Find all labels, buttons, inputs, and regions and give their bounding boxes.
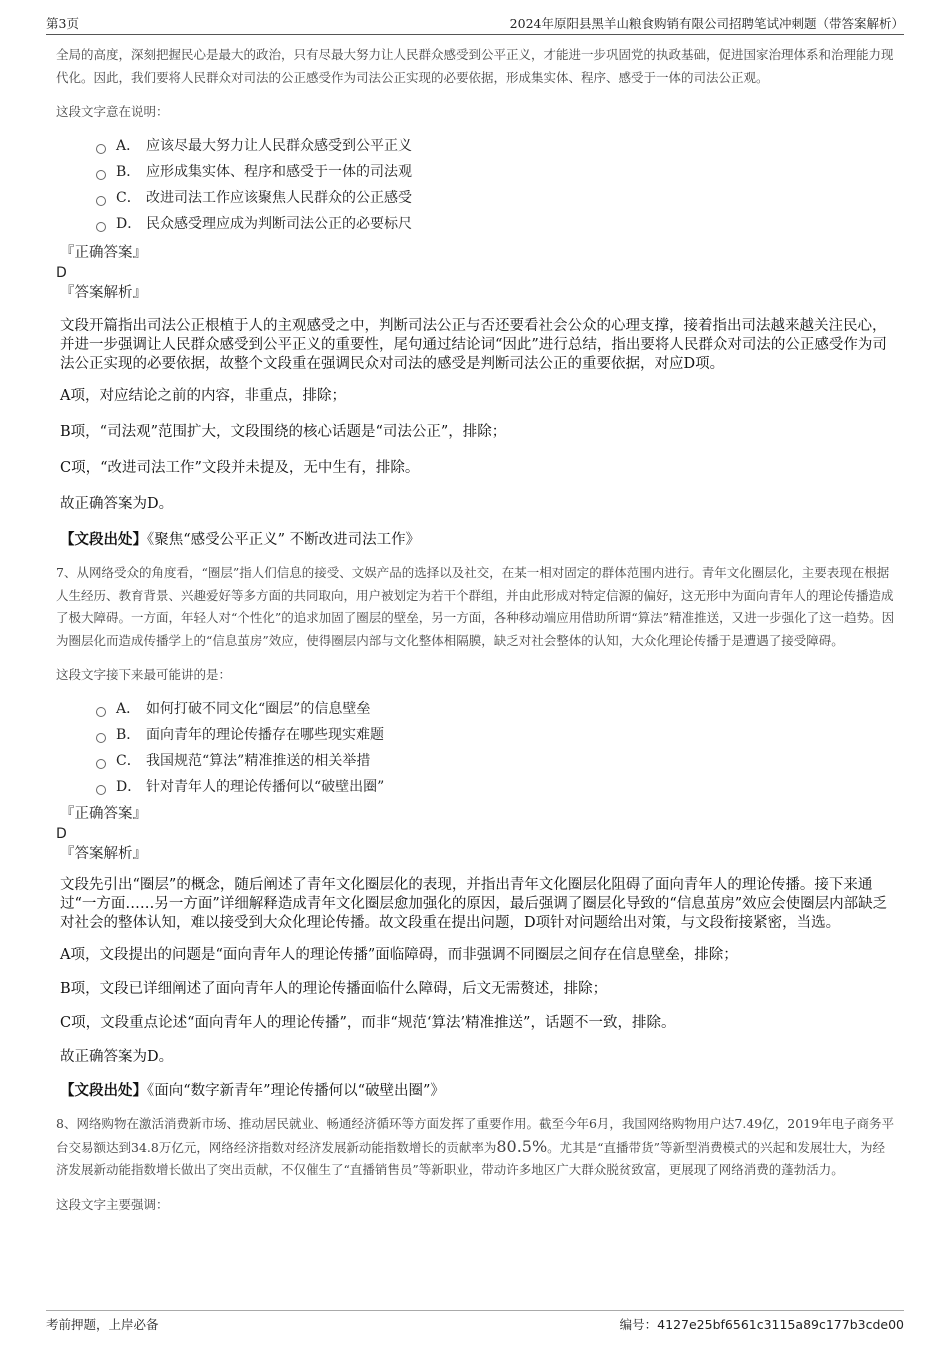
- page-footer: [46, 1310, 904, 1333]
- q7-option-d[interactable]: D． 针对青年人的理论传播何以“破壁出圈”: [96, 774, 896, 800]
- q7-analysis-label: 『答案解析』: [60, 846, 147, 862]
- radio-icon[interactable]: [96, 707, 106, 717]
- radio-icon[interactable]: [96, 785, 106, 795]
- q7-answer-label: 『正确答案』: [60, 806, 147, 822]
- q6-option-c[interactable]: C． 改进司法工作应该聚焦人民群众的公正感受: [96, 185, 896, 211]
- q6-analysis-label: 『答案解析』: [60, 285, 147, 301]
- document-title: 2024年原阳县黑羊山粮食购销有限公司招聘笔试冲刺题（带答案解析）: [509, 16, 904, 31]
- q7-option-b[interactable]: B． 面向青年的理论传播存在哪些现实难题: [96, 722, 896, 748]
- q6-source: 【文段出处】《聚焦“感受公平正义” 不断改进司法工作》: [60, 531, 421, 548]
- q6-passage-tail: 全局的高度，深刻把握民心是最大的政治，只有尽最大努力让人民群众感受到公平正义，才能进一步巩固党的执政基础，促进国家治理体系和治理能力现代化。因此，我们要将人民群众对司法的公正感受作为司法公正实现的必要依据，形成集实体、程序、感受于一体的司法公正观。: [56, 47, 894, 85]
- q8-prompt: 这段文字主要强调：: [56, 1196, 169, 1212]
- q6-answer: D: [56, 265, 67, 281]
- q6-analysis: 文段开篇指出司法公正根植于人的主观感受之中，判断司法公正与否还要看社会公众的心理支撑，接着指出司法越来越关注民心，并进一步强调让人民群众感受到公平正义的重要性，尾句通过结论词“因此”进行总结，指出要将人民群众对司法的公正感受作为司法公正实现的必要依据，故整个文段重在强调民众对司法的感受是判断司法公正的重要依据，对应D项。: [60, 318, 887, 372]
- q6-answer-label: 『正确答案』: [60, 245, 147, 261]
- q6-conclusion: 故正确答案为D。: [60, 496, 174, 512]
- q7-options: [96, 696, 896, 800]
- radio-icon[interactable]: [96, 222, 106, 232]
- q7-prompt: 这段文字接下来最可能讲的是：: [56, 667, 232, 682]
- q7-option-b-note: B项，文段已详细阐述了面向青年人的理论传播面临什么障碍，后文无需赘述，排除；: [60, 981, 608, 997]
- document-code: 编号：4127e25bf6561c3115a89c177b3cde00: [619, 1317, 904, 1332]
- q6-option-c-note: C项，“改进司法工作”文段并未提及，无中生有，排除。: [60, 460, 420, 476]
- radio-icon[interactable]: [96, 144, 106, 154]
- q6-option-d[interactable]: D． 民众感受理应成为判断司法公正的必要标尺: [96, 211, 896, 237]
- q7-passage: 7、从网络受众的角度看，“圈层”指人们信息的接受、文娱产品的选择以及社交，在某一相对固定的群体范围内进行。青年文化圈层化，主要表现在根据人生经历、教育背景、兴趣爱好等多方面的共同取向，用户被划定为若干个群组，并由此形成对特定信源的偏好，这无形中为面向青年人的理论传播造成了极大障碍。一方面，年轻人对“个性化”的追求加固了圈层的壁垒，另一方面，各种移动端应用借助所谓“算法”精准推送，又进一步强化了这一趋势。因为圈层化而造成传播学上的“信息茧房”效应，使得圈层内部与文化整体相隔膜，缺乏对社会整体的认知，大众化理论传播于是遭遇了接受障碍。: [56, 565, 895, 648]
- q6-option-b-note: B项，“司法观”范围扩大，文段围绕的核心话题是“司法公正”，排除；: [60, 424, 507, 440]
- page-number: 第3页: [46, 16, 79, 31]
- q6-prompt: 这段文字意在说明：: [56, 104, 169, 119]
- q7-option-a-note: A项，文段提出的问题是“面向青年人的理论传播”面临障碍，而非强调不同圈层之间存在信息壁垒，排除；: [60, 947, 738, 963]
- q6-option-b[interactable]: B． 应形成集实体、程序和感受于一体的司法观: [96, 159, 896, 185]
- q7-option-a[interactable]: A． 如何打破不同文化“圈层”的信息壁垒: [96, 696, 896, 722]
- footer-slogan: 考前押题，上岸必备: [46, 1317, 159, 1332]
- q7-option-c[interactable]: C． 我国规范“算法”精准推送的相关举措: [96, 748, 896, 774]
- q7-option-c-note: C项，文段重点论述“面向青年人的理论传播”，而非“规范‘算法’精准推送”，话题不一致，排除。: [60, 1015, 676, 1031]
- q8-passage: 8、网络购物在激活消费新市场、推动居民就业、畅通经济循环等方面发挥了重要作用。截至今年6月，我国网络购物用户达7.49亿，2019年电子商务平台交易额达到34.8万亿元，网络经济指数对经济发展新动能指数增长的贡献率为80.5%。尤其是“直播带货”等新型消费模式的兴起和发展壮大，为经济发展新动能指数增长做出了突出贡献，不仅催生了“直播销售员”等新职业，带动许多地区广大群众脱贫致富，更展现了网络消费的蓬勃活力。: [56, 1116, 895, 1177]
- page-header: [46, 12, 904, 35]
- radio-icon[interactable]: [96, 170, 106, 180]
- q7-conclusion: 故正确答案为D。: [60, 1049, 174, 1065]
- page-content: [56, 44, 896, 1216]
- q6-options: [96, 133, 896, 237]
- radio-icon[interactable]: [96, 759, 106, 769]
- q6-option-a[interactable]: A． 应该尽最大努力让人民群众感受到公平正义: [96, 133, 896, 159]
- q7-source: 【文段出处】《面向“数字新青年”理论传播何以“破壁出圈”》: [60, 1082, 445, 1099]
- q7-analysis: 文段先引出“圈层”的概念，随后阐述了青年文化圈层化的表现，并指出青年文化圈层化阻碍了面向青年人的理论传播。接下来通过“一方面……另一方面”详细解释造成青年文化圈层愈加强化的原因，最后强调了圈层化导致的“信息茧房”效应会使圈层内部缺乏对社会的整体认知，难以接受到大众化理论传播。故文段重在提出问题，D项针对问题给出对策，与文段衔接紧密，当选。: [60, 877, 888, 931]
- q7-answer: D: [56, 826, 67, 842]
- q8-percent: 80.5%: [496, 1136, 548, 1156]
- q6-option-a-note: A项，对应结论之前的内容，非重点，排除；: [60, 388, 346, 404]
- radio-icon[interactable]: [96, 196, 106, 206]
- radio-icon[interactable]: [96, 733, 106, 743]
